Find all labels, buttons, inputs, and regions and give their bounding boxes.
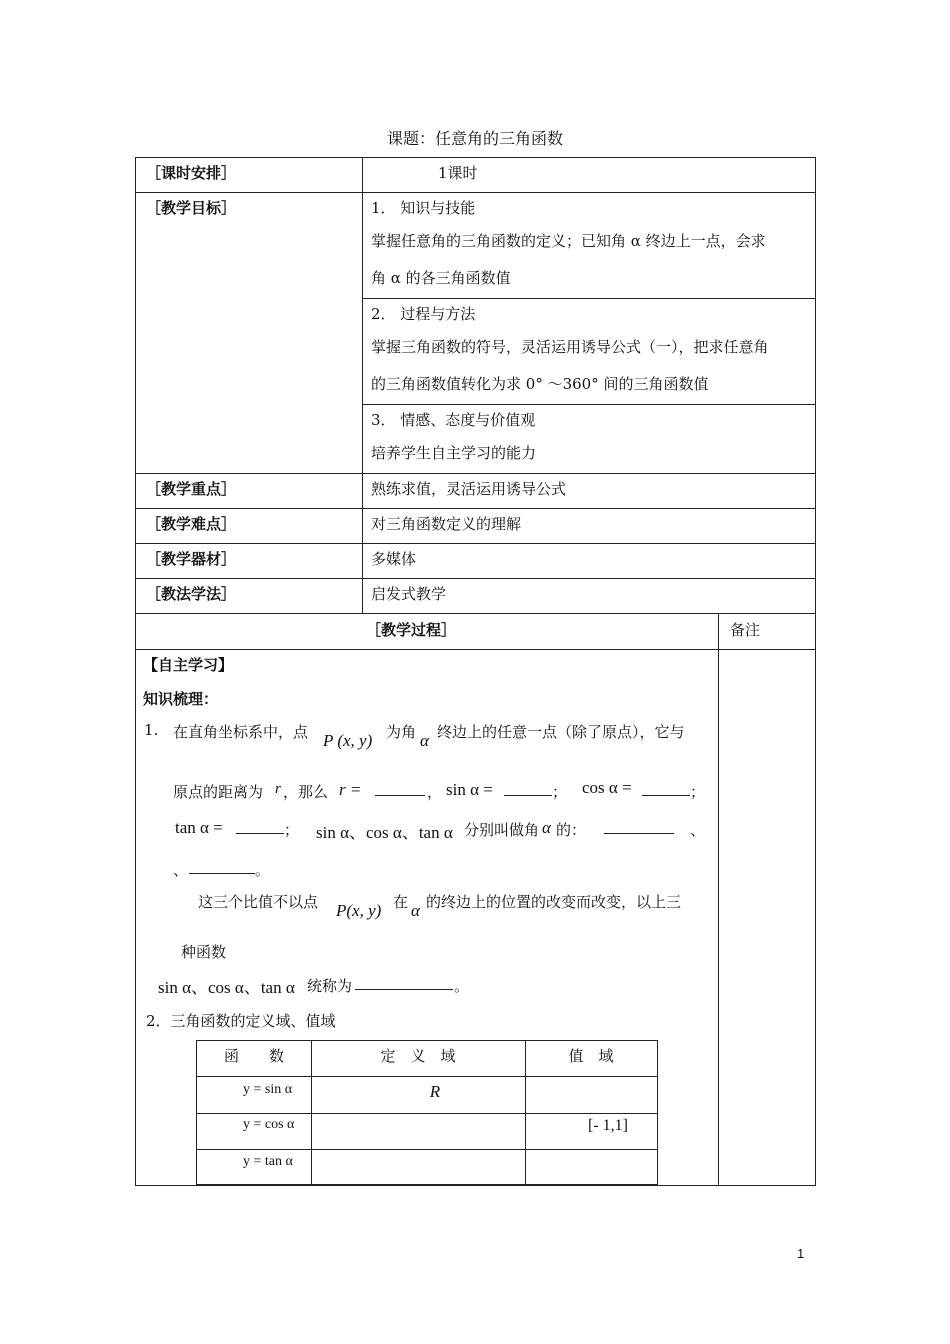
trig-functions: sin α、cos α、tan α — [316, 823, 453, 842]
point-p-xy-2: P(x, y) — [336, 901, 382, 920]
blank-sin[interactable] — [504, 781, 552, 800]
equipment-label: ［教学器材］ — [146, 550, 237, 568]
cos-equals: cos α = — [582, 778, 632, 797]
semi-1: ； — [552, 783, 568, 801]
goals-label: ［教学目标］ — [146, 199, 237, 217]
section-title: 【自主学习】 — [143, 656, 234, 674]
of-text: 的： — [556, 821, 587, 839]
tan-equals: tan α = — [175, 818, 223, 837]
item1-text-e: ，那么 — [283, 783, 329, 801]
semi-2: ； — [690, 783, 706, 801]
item1-text-b: 为角 — [386, 723, 417, 741]
r-symbol: r — [275, 781, 281, 797]
difficulty-value: 对三角函数定义的理解 — [371, 515, 522, 533]
r-equals: r = — [339, 780, 362, 799]
notes-header: 备注 — [730, 621, 761, 639]
goal2-line2: 的三角函数值转化为求 0° ～360° 间的三角函数值 — [371, 375, 709, 393]
alpha-symbol: α — [542, 818, 551, 837]
table-header-function: 函 数 — [223, 1047, 284, 1065]
item1-number: 1. — [144, 721, 159, 739]
blank-tan[interactable] — [236, 819, 284, 838]
schedule-label: ［课时安排］ — [146, 164, 237, 182]
dun-sep: 、 — [690, 821, 706, 839]
goal1-title: 1． 知识与技能 — [371, 199, 476, 217]
goal2-title: 2． 过程与方法 — [371, 305, 476, 323]
schedule-value: 1课时 — [438, 164, 478, 182]
table-cell-func-tan: y = tan α — [243, 1154, 293, 1169]
table-cell-range-cos: [- 1,1] — [588, 1117, 628, 1134]
table-cell-func-cos: y = cos α — [243, 1117, 295, 1132]
difficulty-label: ［教学难点］ — [146, 515, 237, 533]
goal1-line2: 角 α 的各三角函数值 — [371, 269, 511, 287]
goal3-line1: 培养学生自主学习的能力 — [371, 444, 537, 462]
blank-r[interactable] — [375, 781, 425, 800]
goal2-line1: 掌握三角函数的符号，灵活运用诱导公式（一），把求任意角 — [371, 338, 769, 356]
key-label: ［教学重点］ — [146, 480, 237, 498]
period: 。 — [454, 977, 470, 995]
item1-text-a: 在直角坐标系中，点 — [173, 723, 309, 741]
item1-text-d: 原点的距离为 — [173, 783, 264, 801]
page-title: 课题：任意角的三角函数 — [386, 129, 563, 148]
equipment-value: 多媒体 — [371, 550, 417, 568]
subsection-title: 知识梳理： — [143, 690, 219, 708]
alpha-symbol: α — [411, 901, 420, 920]
process-header: ［教学过程］ — [366, 621, 457, 639]
goal1-line1: 掌握任意角的三角函数的定义；已知角 α 终边上一点，会求 — [371, 232, 766, 250]
method-label: ［教法学法］ — [146, 585, 237, 603]
blank-name-1[interactable] — [604, 819, 674, 838]
goal3-title: 3． 情感、态度与价值观 — [371, 411, 536, 429]
page-number: 1 — [797, 1246, 805, 1261]
table-cell-domain-sin: R — [429, 1082, 441, 1101]
item2-title: 2．三角函数的定义域、值域 — [146, 1012, 336, 1030]
table-header-range: 值 域 — [568, 1047, 614, 1065]
called-text: 分别叫做角 — [464, 821, 540, 839]
para2-text-a: 这三个比值不以点 — [198, 893, 319, 911]
item1-text-c: 终边上的任意一点（除了原点），它与 — [437, 723, 685, 741]
key-value: 熟练求值，灵活运用诱导公式 — [371, 480, 567, 498]
blank-name-2[interactable] — [189, 859, 255, 878]
para2-text-b: 在 — [393, 893, 409, 911]
dun-sep: 、 — [173, 861, 189, 879]
period: 。 — [255, 861, 271, 879]
table-cell-func-sin: y = sin α — [243, 1082, 293, 1097]
alpha-symbol: α — [420, 731, 429, 750]
semi-3: ； — [284, 821, 300, 839]
trig-functions-2: sin α、cos α、tan α — [158, 978, 295, 997]
point-p-xy: P (x, y) — [323, 731, 373, 750]
sin-equals: sin α = — [446, 780, 493, 799]
unified-text: 统称为 — [307, 977, 353, 995]
table-header-domain: 定 义 域 — [380, 1047, 456, 1065]
comma-sep: ， — [427, 783, 443, 801]
blank-unified[interactable] — [355, 975, 453, 994]
blank-cos[interactable] — [642, 781, 690, 800]
para2-text-d: 种函数 — [181, 943, 227, 961]
method-value: 启发式教学 — [371, 585, 447, 603]
para2-text-c: 的终边上的位置的改变而改变，以上三 — [426, 893, 682, 911]
